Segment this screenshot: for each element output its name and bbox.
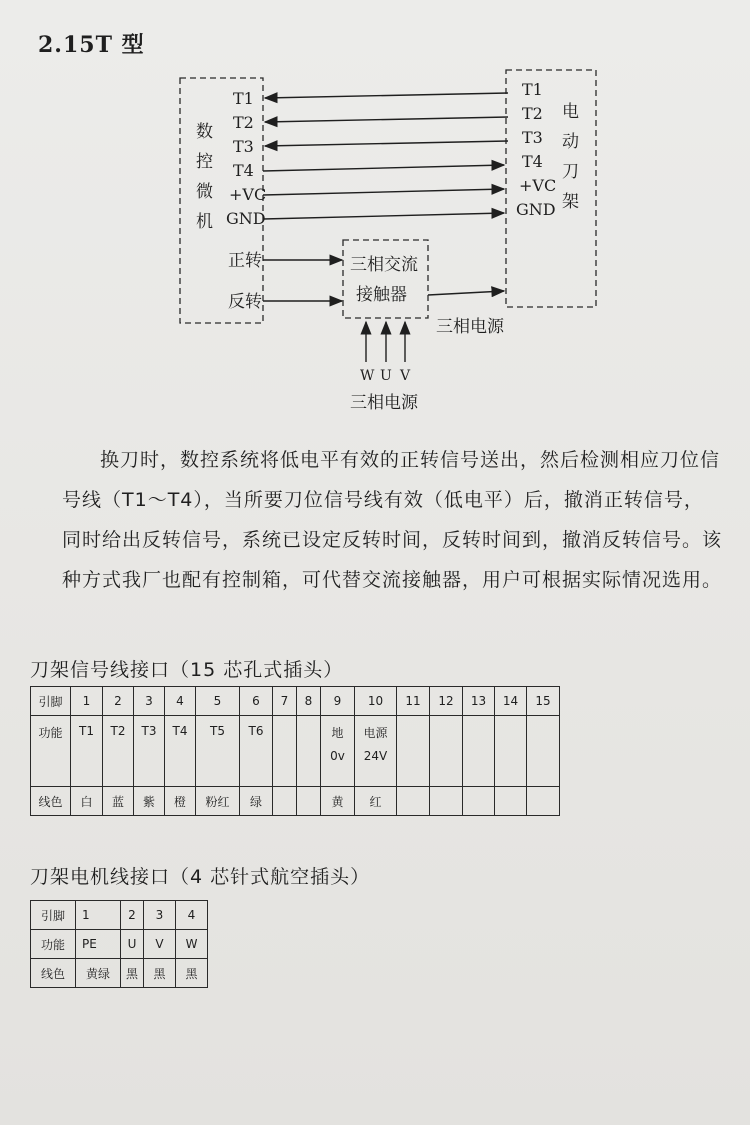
line-three-phase-out (428, 291, 504, 295)
cnc-signal-label: T2 (233, 113, 254, 132)
table-cell: PE (76, 930, 121, 959)
turret-signal-label: T3 (522, 128, 543, 147)
cnc-signal-label: T3 (233, 137, 254, 156)
table-cell (397, 716, 430, 787)
section-title: 2.15T 型 (38, 32, 145, 58)
line-t1 (265, 93, 508, 98)
table-row (31, 687, 560, 716)
turret-signal-label: T2 (522, 104, 543, 123)
row-label: 功能 (31, 930, 76, 959)
description-text: 换刀时，数控系统将低电平有效的正转信号送出，然后检测相应刀位信号线（T1～T4），当所要刀位信号线有效（低电平）后，撤消正转信号，同时给出反转信号，系统已设定反转时间，反转时间到，撤消反转信号。该种方式我厂也配有控制箱，可代替交流接触器，用户可根据实际情况选用。 (62, 449, 723, 591)
table-cell: 白 (71, 787, 103, 816)
table-cell: W (176, 930, 208, 959)
three-phase-in-label: 三相电源 (350, 393, 418, 413)
table-cell: 5 (196, 687, 240, 716)
table-cell (273, 716, 297, 787)
motor-table-title: 刀架电机线接口（4 芯针式航空插头） (30, 866, 371, 888)
table-cell (527, 716, 560, 787)
table-cell (463, 716, 495, 787)
cell-line: 0v (330, 749, 345, 763)
table-cell: T1 (71, 716, 103, 787)
table-cell: 15 (527, 687, 560, 716)
three-phase-out-label: 三相电源 (436, 317, 504, 337)
svg-text:架: 架 (562, 192, 579, 212)
turret-label (562, 102, 579, 212)
table-cell (397, 787, 430, 816)
table-cell: T5 (196, 716, 240, 787)
table-cell: T3 (134, 716, 165, 787)
signal-interface-table (30, 686, 560, 816)
svg-text:数: 数 (196, 122, 213, 142)
table-cell: 紫 (134, 787, 165, 816)
svg-text:机: 机 (196, 212, 213, 232)
table-cell: 黄 (321, 787, 355, 816)
cnc-signal-label: +VC (229, 185, 267, 204)
table-cell (495, 787, 527, 816)
turret-signal-label: T1 (522, 80, 543, 99)
table-cell: 9 (321, 687, 355, 716)
phase-input-arrows (366, 322, 405, 362)
row-label: 功能 (31, 716, 71, 787)
table-cell: 3 (144, 901, 176, 930)
table-cell (430, 716, 463, 787)
table-cell: 8 (297, 687, 321, 716)
table-cell: 4 (176, 901, 208, 930)
table-cell: 1 (76, 901, 121, 930)
table-cell (495, 716, 527, 787)
table-cell (297, 787, 321, 816)
contactor-label-line1: 三相交流 (350, 255, 418, 275)
table-cell (297, 716, 321, 787)
cnc-signal-labels (226, 89, 266, 312)
table-cell: 10 (355, 687, 397, 716)
phase-label-w: W (360, 368, 375, 384)
table-cell: 黑 (144, 959, 176, 988)
table-cell: 1 (71, 687, 103, 716)
cnc-signal-label: GND (226, 209, 266, 228)
table-cell: 2 (121, 901, 144, 930)
cell-line: 24V (363, 749, 388, 763)
svg-text:电: 电 (562, 102, 579, 122)
phase-label-u: U (380, 368, 392, 384)
table-cell: T4 (165, 716, 196, 787)
table-cell (430, 787, 463, 816)
table-cell (355, 716, 397, 787)
line-vc (263, 189, 504, 195)
table-cell: 14 (495, 687, 527, 716)
table-cell: 红 (355, 787, 397, 816)
table-cell (273, 787, 297, 816)
table-row (31, 787, 560, 816)
row-label: 引脚 (31, 687, 71, 716)
table-cell (321, 716, 355, 787)
cnc-label (196, 122, 213, 232)
line-t3 (265, 141, 508, 146)
table-cell (463, 787, 495, 816)
table-cell: 11 (397, 687, 430, 716)
turret-signal-label: +VC (519, 176, 557, 195)
table-cell: V (144, 930, 176, 959)
contactor-box (343, 240, 428, 318)
table-row (31, 901, 208, 930)
table-cell: 黑 (121, 959, 144, 988)
table-cell: T2 (103, 716, 134, 787)
table-row (31, 959, 208, 988)
forward-label: 正转 (228, 251, 262, 271)
table-cell: 4 (165, 687, 196, 716)
cnc-signal-label: T1 (233, 89, 254, 108)
table-cell (527, 787, 560, 816)
reverse-label: 反转 (228, 292, 262, 312)
svg-text:动: 动 (562, 132, 579, 152)
table-cell: 粉红 (196, 787, 240, 816)
table-cell: 3 (134, 687, 165, 716)
table-cell: 绿 (240, 787, 273, 816)
turret-signal-label: GND (516, 200, 556, 219)
cnc-signal-label: T4 (233, 161, 254, 180)
table-row (31, 930, 208, 959)
row-label: 线色 (31, 787, 71, 816)
cell-line: 地 (331, 726, 344, 740)
svg-text:控: 控 (196, 152, 213, 172)
table-cell: 橙 (165, 787, 196, 816)
signal-table-title: 刀架信号线接口（15 芯孔式插头） (30, 659, 344, 681)
row-label: 引脚 (31, 901, 76, 930)
table-cell: 12 (430, 687, 463, 716)
turret-signal-label: T4 (522, 152, 543, 171)
table-cell: 黑 (176, 959, 208, 988)
description-paragraph (62, 440, 722, 600)
cell-line: 电源 (363, 726, 388, 740)
svg-text:微: 微 (196, 182, 213, 202)
svg-text:刀: 刀 (562, 162, 579, 182)
wiring-diagram (0, 0, 750, 430)
row-label: 线色 (31, 959, 76, 988)
table-cell: 6 (240, 687, 273, 716)
line-gnd (263, 213, 504, 219)
turret-signal-labels (516, 80, 556, 219)
table-cell: 2 (103, 687, 134, 716)
table-cell: U (121, 930, 144, 959)
phase-label-v: V (400, 368, 411, 384)
line-t4 (263, 165, 504, 171)
contactor-label-line2: 接触器 (356, 285, 407, 305)
motor-interface-table (30, 900, 208, 988)
table-cell: T6 (240, 716, 273, 787)
table-cell: 7 (273, 687, 297, 716)
table-row (31, 716, 560, 787)
line-t2 (265, 117, 508, 122)
table-cell: 黄绿 (76, 959, 121, 988)
table-cell: 13 (463, 687, 495, 716)
table-cell: 蓝 (103, 787, 134, 816)
